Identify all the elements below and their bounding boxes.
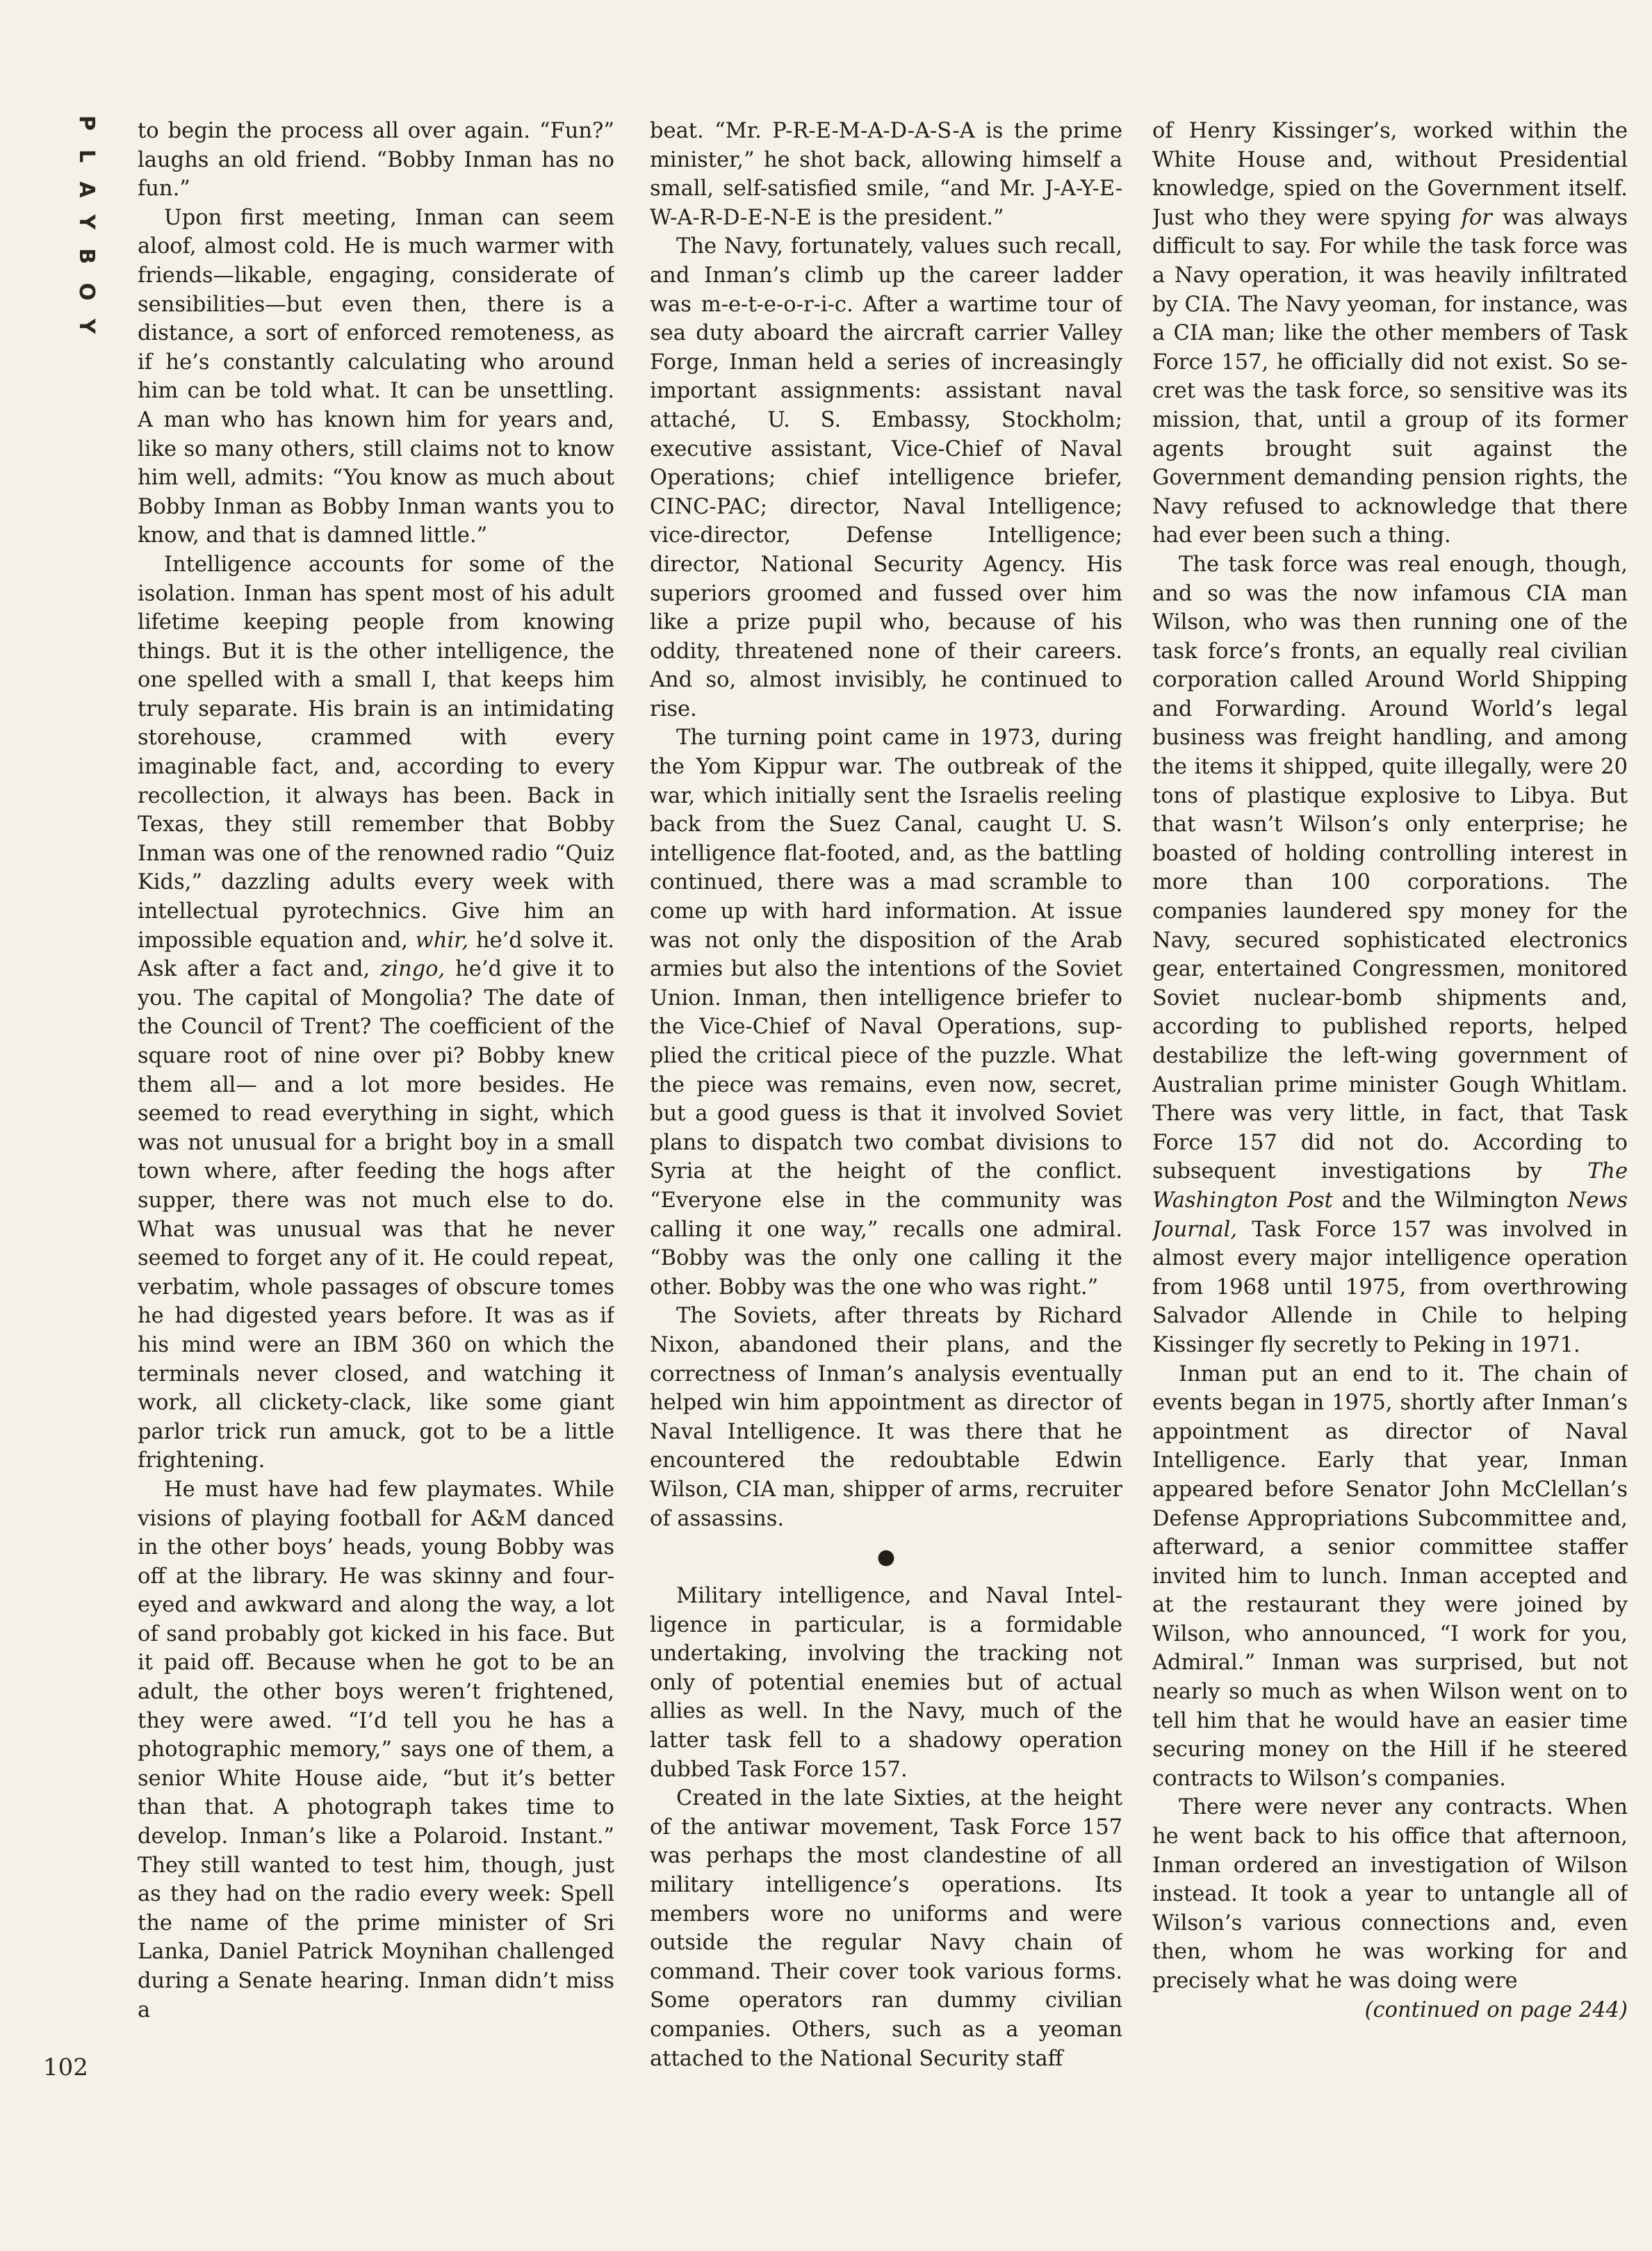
article-column-2 bbox=[650, 117, 1122, 2070]
paragraph: beat. “Mr. P-R-E-M-A-D-A-S-A is the prime minister,” he shot back, allowing himself a small, self-satisfied smile, “and Mr. J-A-Y-E-W-A-R-D-E-N-E is the president.” bbox=[650, 119, 1122, 230]
paragraph: Inman put an end to it. The chain of events began in 1975, shortly after Inman’s appointment as director of Naval Intelligence. Early that year, Inman appeared before Senator John McClellan’s Defense Appropriations Subcommittee and, afterward, a senior committee staffer invited him to lunch. Inman accepted and at the restaurant they were joined by Wilson, who announced, “I work for you, Admiral.” Inman was surprised, but not nearly so much as when Wilson went on to tell him that he would have an easier time securing money on the Hill if he steered contracts to Wilson’s companies. bbox=[1152, 1361, 1628, 1791]
magazine-name-text: PLAYBOY bbox=[74, 115, 99, 353]
paragraph: Military intelligence, and Naval Intelligence in particular, is a formidable undertaking, involving the tracking not only of potential enemies but of actual allies as well. In the Navy, much of the latter task fell to a shadowy operation dubbed Task Force 157. bbox=[650, 1584, 1122, 1782]
paragraph bbox=[1152, 550, 1628, 1360]
magazine-name-vertical bbox=[74, 115, 101, 407]
paragraph: The Soviets, after threats by Richard Nixon, abandoned their plans, and the correctness of Inman’s analysis eventually helped win him appointment as director of Naval Intelligence. It was there that he encountered the redoubtable Edwin Wilson, CIA man, shipper of arms, recruiter of assassins. bbox=[650, 1304, 1122, 1531]
paragraph: The Navy, fortunately, values such recall, and Inman’s climb up the career ladder was m-e-t-e-o-r-i-c. After a wartime tour of sea duty aboard the aircraft carrier Valley Forge, Inman held a series of increasingly important assignments: assistant naval attaché, U. S. Embassy, Stockholm; executive assistant, Vice-Chief of Naval Operations; chief intelligence briefer, CINC-PAC; director, Naval Intelligence; vice-director, Defense Intelligence; director, National Security Agency. His superiors groomed and fussed over him like a prize pupil who, because of his oddity, threatened none of their careers. And so, almost invisibly, he continued to rise. bbox=[650, 234, 1122, 721]
text-span: he’d give it to you. The capital of Mongolia? The date of the Council of Trent? The coefficient of the square root of nine over pi? Bobby knew them all— and a lot more besides. He seemed to read everything in sight, which was not unusual for a bright boy in a small town where, after feeding the hogs after supper, there was not much else to do. What was unusual was that he never seemed to forget any of it. He could repeat, verbatim, whole passages of obscure tomes he had digested years before. It was as if his mind were an IBM 360 on which the terminals never closed, and watching it work, all clickety-clack, like some giant parlor trick run amuck, got to be a little frightening. bbox=[138, 957, 614, 1473]
italic-text: News Journal, bbox=[1152, 1188, 1628, 1242]
text-span: The task force was real enough, though, and so was the now infamous CIA man Wilson, who was then running one of the task force’s fronts, an equally real civilian corporation called Around World Shipping and Forwarding. Around World’s legal business was freight handling, and among the items it shipped, quite illegally, were 20 tons of plastique explosive to Libya. But that wasn’t Wilson’s only enterprise; he boasted of holding controlling interest in more than 100 corporations. The companies laundered spy money for the Navy, secured sophisticated electronics gear, entertained Congressmen, monitored Soviet nuclear-bomb shipments and, according to published reports, helped destabilize the left-wing government of Australian prime minister Gough Whitlam. There was very little, in fact, that Task Force 157 did not do. According to subsequent investigations by bbox=[1152, 552, 1628, 1184]
paragraph: Upon first meeting, Inman can seem aloof, almost cold. He is much warmer with friends—likable, engaging, considerate of sensibilities—but even then, there is a distance, a sort of enforced remoteness, as if he’s constantly calculating who around him can be told what. It can be unsettling. A man who has known him for years and, like so many others, still claims not to know him well, admits: “You know as much about Bobby Inman as Bobby Inman wants you to know, and that is damned little.” bbox=[138, 205, 614, 548]
article-column-1 bbox=[138, 117, 614, 2070]
paragraph bbox=[138, 550, 614, 1475]
paragraph: The turning point came in 1973, during the Yom Kippur war. The outbreak of the war, which initially sent the Israelis reeling back from the Suez Canal, caught U. S. intelligence flat-footed, and, as the battling continued, there was a mad scramble to come up with hard information. At issue was not only the disposition of the Arab armies but also the intentions of the Soviet Union. Inman, then intelligence briefer to the Vice-Chief of Naval Operations, supplied the critical piece of the puzzle. What the piece was remains, even now, secret, but a good guess is that it involved Soviet plans to dispatch two combat divisions to Syria at the height of the conflict. “Everyone else in the community was calling it one way,” recalls one admiral. “Bobby was the only one calling it the other. Bobby was the one who was right.” bbox=[650, 726, 1122, 1300]
text-span: Intelligence accounts for some of the isolation. Inman has spent most of his adult lifetime keeping people from knowing things. But it is the other intelligence, the one spelled with a small I, that keeps him truly separate. His brain is an intimidating storehouse, crammed with every imaginable fact, and, according to every recollection, it always has been. Back in Texas, they still remember that Bobby Inman was one of the renowned radio “Quiz Kids,” dazzling adults every week with intellectual pyrotechnics. Give him an impossible equation and, bbox=[138, 552, 614, 953]
paragraph: He must have had few playmates. While visions of playing football for A&M danced in the other boys’ heads, young Bobby was off at the library. He was skinny and four-eyed and awkward and along the way, a lot of sand probably got kicked in his face. But it paid off. Because when he got to be an adult, the other boys weren’t frightened, they were awed. “I’d tell you he has a photographic memory,” says one of them, a senior White House aide, “but it’s better than that. A photograph takes time to develop. Inman’s like a Polaroid. Instant.” They still wanted to test him, though, just as they had on the radio every week: Spell the name of the prime minister of Sri Lanka, Daniel Patrick Moynihan challenged during a Senate hearing. Inman didn’t miss a bbox=[138, 1477, 614, 2022]
italic-text: The Washington Post bbox=[1152, 1159, 1628, 1213]
page-number: 102 bbox=[43, 2054, 88, 2081]
italic-text: zingo, bbox=[380, 957, 445, 982]
paragraph: There were never any contracts. When he went back to his office that afternoon, Inman ordered an investigation of Wilson instead. It took a year to untangle all of Wilson’s various connections and, even then, whom he was working for and precisely what he was doing were bbox=[1152, 1795, 1628, 1993]
text-span: Task Force 157 was involved in almost every major intelligence operation from 1968 until 1975, from overthrowing Salvador Allende in Chile to helping Kissinger fly secretly to Peking in 1971. bbox=[1152, 1217, 1628, 1357]
paragraph: to begin the process all over again. “Fun?” laughs an old friend. “Bobby Inman has no fun.” bbox=[138, 119, 614, 202]
italic-text: for bbox=[1461, 205, 1492, 230]
italic-text: whir, bbox=[415, 928, 469, 953]
paragraph bbox=[1152, 117, 1628, 550]
text-span: of Henry Kissinger’s, worked within the White House and, without Presidential knowledge, spied on the Government itself. Just who they were spying bbox=[1152, 119, 1628, 230]
continued-on-page-link: (continued on page 244) bbox=[1364, 1997, 1628, 2022]
article-column-3 bbox=[1152, 117, 1628, 2070]
text-span: was always difficult to say. For while the task force was a Navy operation, it was heavily infiltrated by CIA. The Navy yeoman, for instance, was a CIA man; like the other members of Task Force 157, he officially did not exist. So secret was the task force, so sensitive was its mission, that, until a group of its former agents brought suit against the Government demanding pension rights, the Navy refused to acknowledge that there had ever been such a thing. bbox=[1152, 205, 1628, 548]
text-span: and the Wilmington bbox=[1341, 1188, 1559, 1213]
paragraph: Created in the late Sixties, at the height of the antiwar movement, Task Force 157 was perhaps the most clandestine of all military intelligence’s operations. Its members wore no uniforms and were outside the regular Navy chain of command. Their cover took various forms. Some operators ran dummy civilian companies. Others, such as a yeoman attached to the National Security staff bbox=[650, 1786, 1122, 2070]
section-separator-bullet: ● bbox=[876, 1545, 896, 1570]
text-span: he’d solve it. Ask after a fact and, bbox=[138, 928, 614, 982]
